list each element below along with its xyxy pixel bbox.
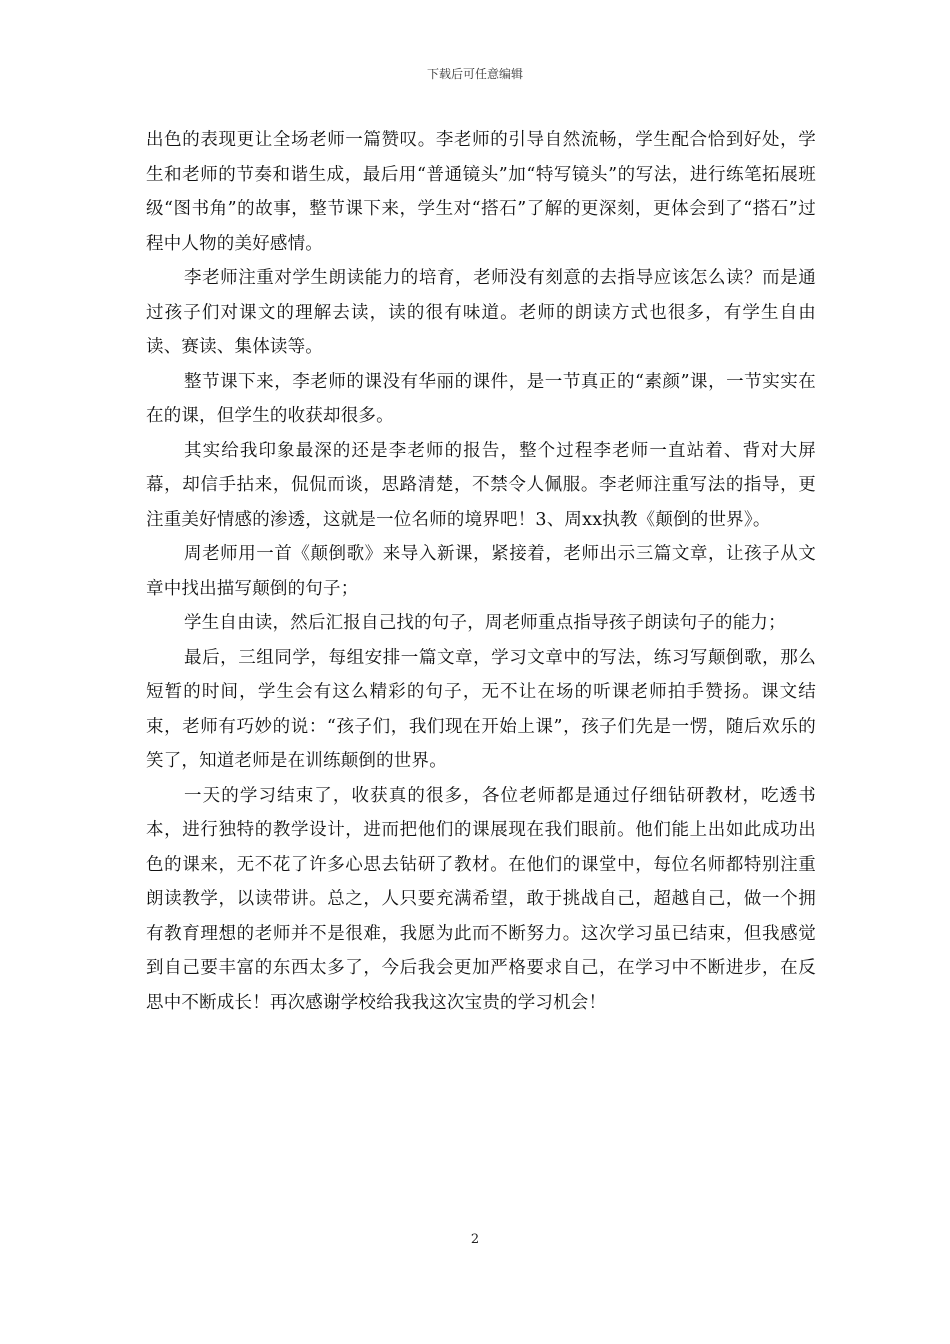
page-number: 2 [470,1232,480,1247]
paragraph-8: 一天的学习结束了，收获真的很多，各位老师都是通过仔细钻研教材，吃透书本，进行独特的教学设计，进而把他们的课展现在我们眼前。他们能上出如此成功出色的课来，无不花了许多心思去钻研了教材。在他们的课堂中，每位名师都特别注重朗读教学，以读带讲。总之，人只要充满希望，敢于挑战自己，超越自己，做一个拥有教育理想的老师并不是很难，我愿为此而不断努力。这次学习虽已结束，但我感觉到自己要丰富的东西太多了，今后我会更加严格要求自己，在学习中不断进步，在反思中不断成长！再次感谢学校给我我这次宝贵的学习机会！ [146,785,816,1013]
paragraph-3: 整节课下来，李老师的课没有华丽的课件，是一节真正的“素颜”课，一节实实在在的课，但学生的收获却很多。 [146,371,816,426]
paragraph-6: 学生自由读，然后汇报自己找的句子，周老师重点指导孩子朗读句子的能力； [184,613,786,633]
page-header: 下载后可任意编辑 [426,67,523,81]
paragraph-2: 李老师注重对学生朗读能力的培育，老师没有刻意的去指导应该怎么读？而是通过孩子们对课文的理解去读，读的很有味道。老师的朗读方式也很多，有学生自由读、赛读、集体读等。 [146,268,816,357]
document-body [146,123,816,1020]
paragraph-1: 出色的表现更让全场老师一篇赞叹。李老师的引导自然流畅，学生配合恰到好处，学生和老师的节奏和谐生成，最后用“普通镜头”加“特写镜头”的写法，进行练笔拓展班级“图书角”的故事，整节课下来，学生对“搭石”了解的更深刻，更体会到了“搭石”过程中人物的美好感情。 [146,130,816,254]
paragraph-5: 周老师用一首《颠倒歌》来导入新课，紧接着，老师出示三篇文章，让孩子从文章中找出描写颠倒的句子； [146,544,816,599]
paragraph-7: 最后，三组同学，每组安排一篇文章，学习文章中的写法，练习写颠倒歌，那么短暂的时间，学生会有这么精彩的句子，无不让在场的听课老师拍手赞扬。课文结束，老师有巧妙的说：“孩子们，我们现在开始上课”，孩子们先是一愣，随后欢乐的笑了，知道老师是在训练颠倒的世界。 [146,647,816,771]
paragraph-4: 其实给我印象最深的还是李老师的报告，整个过程李老师一直站着、背对大屏幕，却信手拈来，侃侃而谈，思路清楚，不禁令人佩服。李老师注重写法的指导，更注重美好情感的渗透，这就是一位名师的境界吧！3、周xx执教《颠倒的世界》。 [146,440,816,530]
